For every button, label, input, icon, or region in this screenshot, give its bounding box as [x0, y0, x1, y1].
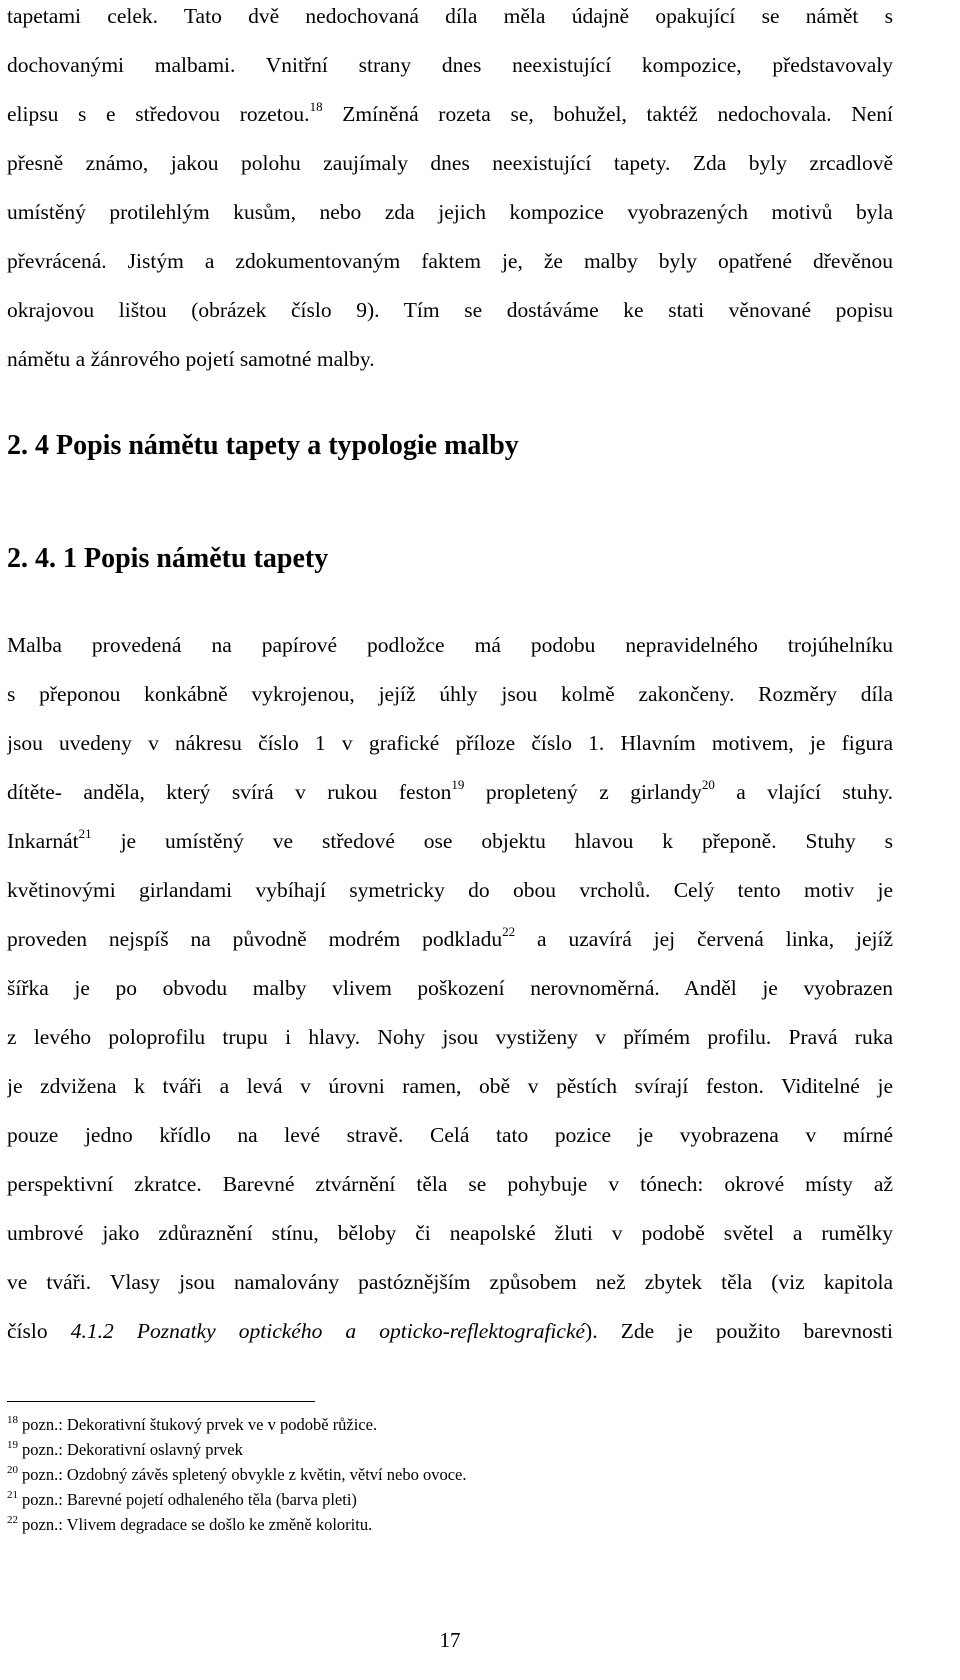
footnote-item — [7, 1412, 466, 1437]
footnote-item — [7, 1512, 466, 1537]
footnote-list — [7, 1412, 466, 1537]
footnote-item — [7, 1487, 466, 1512]
text-line — [7, 817, 893, 866]
text-fragment: číslo — [7, 1319, 71, 1343]
footnote-ref-19: 19 — [451, 777, 465, 792]
footnote-number: 19 — [7, 1439, 18, 1451]
footnote-number: 18 — [7, 1414, 18, 1426]
text-fragment: a uzavírá jej červená linka, jejíž — [515, 927, 893, 951]
text-fragment: elipsu s e středovou rozetou. — [7, 102, 310, 126]
subsection-heading: 2. 4. 1 Popis námětu tapety — [7, 543, 329, 574]
text-fragment: dítěte- anděla, který svírá v rukou feston — [7, 780, 452, 804]
text-line: námětu a žánrového pojetí samotné malby. — [7, 347, 375, 371]
footnote-separator — [7, 1401, 315, 1402]
text-line: šířka je po obvodu malby vlivem poškození nerovnoměrná. Anděl je vyobrazen — [7, 976, 893, 1000]
text-fragment: Inkarnát — [7, 829, 79, 853]
text-line — [7, 90, 893, 139]
paragraph-description — [7, 621, 893, 1356]
footnote-item — [7, 1462, 466, 1487]
text-line: Malba provedená na papírové podložce má podobu nepravidelného trojúhelníku — [7, 633, 893, 657]
text-fragment: je umístěný ve středové ose objektu hlavou k přeponě. Stuhy s — [91, 829, 893, 853]
text-line: jsou uvedeny v nákresu číslo 1 v grafické příloze číslo 1. Hlavním motivem, je figura — [7, 731, 893, 755]
footnote-ref-22: 22 — [502, 924, 516, 939]
footnote-number: 22 — [7, 1514, 18, 1526]
text-fragment: Zmíněná rozeta se, bohužel, taktéž nedochovala. Není — [322, 102, 893, 126]
footnote-text: pozn.: Dekorativní oslavný prvek — [22, 1440, 243, 1459]
text-line: ve tváři. Vlasy jsou namalovány pastóznějším způsobem než zbytek těla (viz kapitola — [7, 1270, 893, 1294]
text-line — [7, 915, 893, 964]
text-line: dochovanými malbami. Vnitřní strany dnes neexistující kompozice, představovaly — [7, 53, 893, 77]
section-heading: 2. 4 Popis námětu tapety a typologie malby — [7, 430, 519, 461]
text-line: umístěný protilehlým kusům, nebo zda jejich kompozice vyobrazených motivů byla — [7, 200, 893, 224]
footnote-text: pozn.: Dekorativní štukový prvek ve v podobě růžice. — [22, 1415, 378, 1434]
text-line: přesně známo, jakou polohu zaujímaly dnes neexistující tapety. Zda byly zrcadlově — [7, 151, 893, 175]
text-line: je zdvižena k tváři a levá v úrovni ramen, obě v pěstích svírají feston. Viditelné je — [7, 1074, 893, 1098]
text-line: květinovými girlandami vybíhají symetricky do obou vrcholů. Celý tento motiv je — [7, 878, 893, 902]
paragraph-intro — [7, 0, 893, 384]
footnote-item — [7, 1437, 466, 1462]
text-fragment: ). Zde je použito barevnosti — [585, 1319, 893, 1343]
text-fragment: proveden nejspíš na původně modrém podkladu — [7, 927, 503, 951]
chapter-reference: 4.1.2 Poznatky optického a opticko-reflektografické — [70, 1319, 586, 1343]
text-line: pouze jedno křídlo na levé stravě. Celá tato pozice je vyobrazena v mírné — [7, 1123, 893, 1147]
text-line — [7, 1307, 893, 1356]
text-fragment: a vlající stuhy. — [714, 780, 893, 804]
text-line: s přeponou konkábně vykrojenou, jejíž úhly jsou kolmě zakončeny. Rozměry díla — [7, 682, 893, 706]
text-line: z levého poloprofilu trupu i hlavy. Nohy jsou vystiženy v přímém profilu. Pravá ruka — [7, 1025, 893, 1049]
footnote-number: 21 — [7, 1489, 18, 1501]
page-number: 17 — [439, 1628, 461, 1652]
text-line: okrajovou lištou (obrázek číslo 9). Tím se dostáváme ke stati věnované popisu — [7, 298, 893, 322]
text-line: převrácená. Jistým a zdokumentovaným faktem je, že malby byly opatřené dřevěnou — [7, 249, 893, 273]
footnote-text: pozn.: Barevné pojetí odhaleného těla (barva pleti) — [22, 1490, 357, 1509]
footnote-ref-18: 18 — [309, 99, 323, 114]
text-line: umbrové jako zdůraznění stínu, běloby či neapolské žluti v podobě světel a rumělky — [7, 1221, 893, 1245]
footnote-number: 20 — [7, 1464, 18, 1476]
footnote-text: pozn.: Ozdobný závěs spletený obvykle z květin, větví nebo ovoce. — [22, 1465, 467, 1484]
footnote-ref-21: 21 — [78, 826, 92, 841]
text-fragment: propletený z girlandy — [464, 780, 702, 804]
text-line — [7, 768, 893, 817]
footnote-ref-20: 20 — [701, 777, 715, 792]
text-line: perspektivní zkratce. Barevné ztvárnění těla se pohybuje v tónech: okrové místy až — [7, 1172, 893, 1196]
footnote-text: pozn.: Vlivem degradace se došlo ke změně koloritu. — [22, 1515, 373, 1534]
text-line: tapetami celek. Tato dvě nedochovaná díla měla údajně opakující se námět s — [7, 4, 893, 28]
